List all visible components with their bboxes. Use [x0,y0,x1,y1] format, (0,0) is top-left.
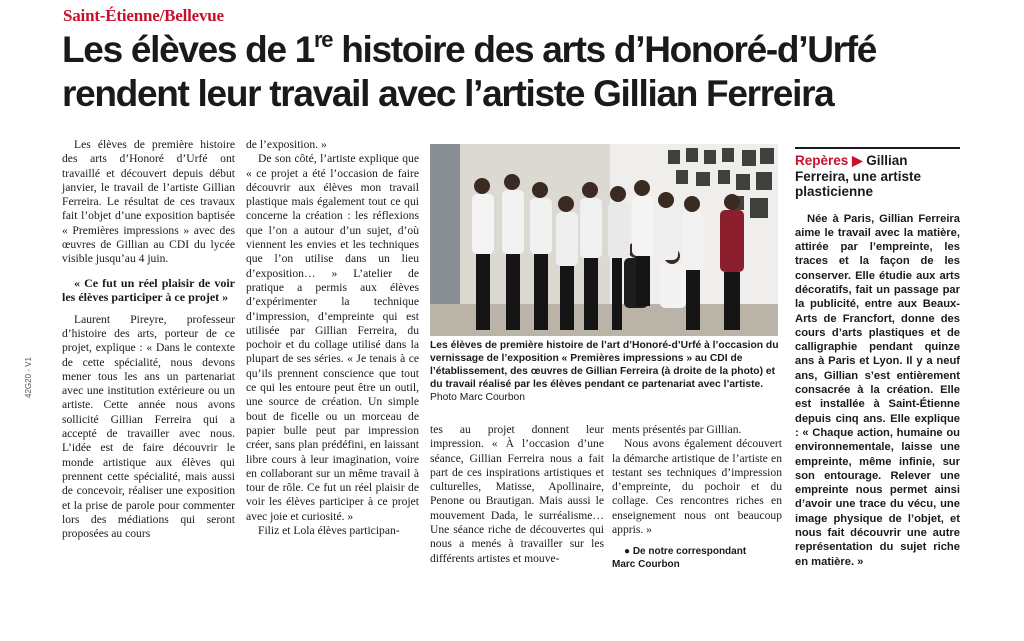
article-column-3 [430,423,604,566]
section-kicker: Saint-Étienne/Bellevue [63,6,224,25]
headline [62,28,962,116]
photo-caption [430,339,780,404]
paragraph: de l’exposition. » [246,138,327,151]
photo-credit: Photo Marc Courbon [430,392,526,403]
paragraph: Née à Paris, Gillian Ferreira aime le travail avec la matière, attirée par l’empreinte, les traces et la façon de les conserver. Elle étudie aux arts décoratifs, fait un passage par la publicité, entre aux Beaux-Arts de Francfort, donne des cours d’arts plastiques et de calligraphie pendant quinze ans à Paris et Lyon. Il y a neuf ans, Gillian s’est entièrement consacrée à la création. Elle est installée à Saint-Étienne depuis cinq ans. Elle explique : « Chaque action, humaine ou environnementale, laisse une empreinte, même infinie, sur son entourage. Relever une empreinte nous permet ainsi d’avoir une trace du vécu, une image physique de l’objet, et nous fait découvrir une autre représentation du sujet riche en matière. » [795,212,960,568]
sidebar-heading: Gillian Ferreira, une artiste plasticienne [795,153,922,199]
group-photo-illustration [430,144,778,336]
headline-part: Les élèves de 1 [62,29,315,70]
headline-superscript: re [314,26,333,52]
page-id: 42G20 - V1 [24,357,33,398]
paragraph: Nous avons également découvert la démarche artistique de l’artiste en testant ses techniques d’impression d’empreinte, du pochoir et du collage. Ces rencontres riches en enseignement nous ont beaucoup appris. » [612,437,782,537]
sidebar-label: Repères [795,153,849,168]
byline-line-1: ● De notre correspondant [624,546,747,558]
reperes-sidebar [795,147,960,569]
paragraph: Laurent Pireyre, professeur d’histoire des arts, porteur de ce projet, explique : « Dans le contexte de cette spécialité, nous devons mener tous les ans un partenariat avec une institution extérieure ou un artiste. Cette année nous avons sollicité Gillian Ferreira qui a accepté de travailler avec nous. L’idée est de faire découvrir le monde artistique aux élèves qui prennent cette spécialité, mais aussi de concevoir, réaliser une exposition et la prise de parole pour commenter lors des médiations qui seront proposées au cours [62,312,235,541]
paragraph: De son côté, l’artiste explique que « ce projet a été l’occasion de faire découvrir aux élèves mon travail plastique mais également tout ce qui concerne la création : les réflexions que l’on a autour d’un sujet, d’où viennent les envies et les techniques que l’on utilise dans un lieu d’exposition… » L’atelier de pratique a permis aux élèves d’expérimenter la technique d’impression, d’empreinte qui est utilisée par Gillian Ferreira, du pochoir et du collage utilisé dans la plupart de ses séries. « Je tenais à ce qu’ils prennent conscience que tout ce qui les entoure peut être un outil, une source de création. Un simple bout de ficelle ou un morceau de papier bulle peut par impression créer, sans plan prédéfini, en laissant libre cours à leur imagination, voire en collaborant sur un même travail à tour de rôle. Ce fut un réel plaisir de voir les élèves participer à ce projet avec joie et curiosité. » [246,152,419,523]
paragraph: tes au projet donnent leur impression. « À l’occasion d’une séance, Gillian Ferreira nous a fait part de ces inspirations artistiques et culturelles, Matisse, Apollinaire, Penone ou Brautigan. Mais aussi le mouvement Dada, le surréalisme… Une séance riche de découvertes qui nous a menés à travailler sur les différents artistes et mouve- [430,423,604,565]
byline-line-2: Marc Courbon [612,559,680,571]
subheading: « Ce fut un réel plaisir de voir les élèves participer à ce projet » [62,275,235,305]
sidebar-title [795,153,960,200]
sidebar-rule [795,147,960,149]
article-photo [430,144,778,336]
article-column-1 [62,138,235,541]
paragraph: Les élèves de première histoire des arts d’Honoré d’Urfé ont travaillé et découvert depuis début janvier, le travail de l’artiste Gillian Ferreira. Le résultat de ces travaux fait l’objet d’une exposition baptisée « Premières impressions » avec des œuvres de Gillian au CDI du lycée visible jusqu’au 4 juin. [62,138,235,266]
sidebar-body [795,212,960,569]
article-column-4 [612,423,782,571]
arrow-right-icon: ▶ [852,153,863,168]
byline [612,545,782,571]
article-column-2 [246,138,419,538]
paragraph: Filiz et Lola élèves participan- [258,524,400,538]
headline-line-2: rendent leur travail avec l’artiste Gillian Ferreira [62,73,834,114]
headline-part: histoire des arts d’Honoré-d’Urfé [332,29,877,70]
paragraph: ments présentés par Gillian. [612,423,742,436]
caption-text: Les élèves de première histoire de l’art d’Honoré-d’Urfé à l’occasion du vernissage de l’exposition « Premières impressions » au CDI de l’établissement, des œuvres de Gillian Ferreira (à droite de la photo) et du travail réalisé par les élèves pendant ce partenariat avec l’artiste. [430,340,779,390]
